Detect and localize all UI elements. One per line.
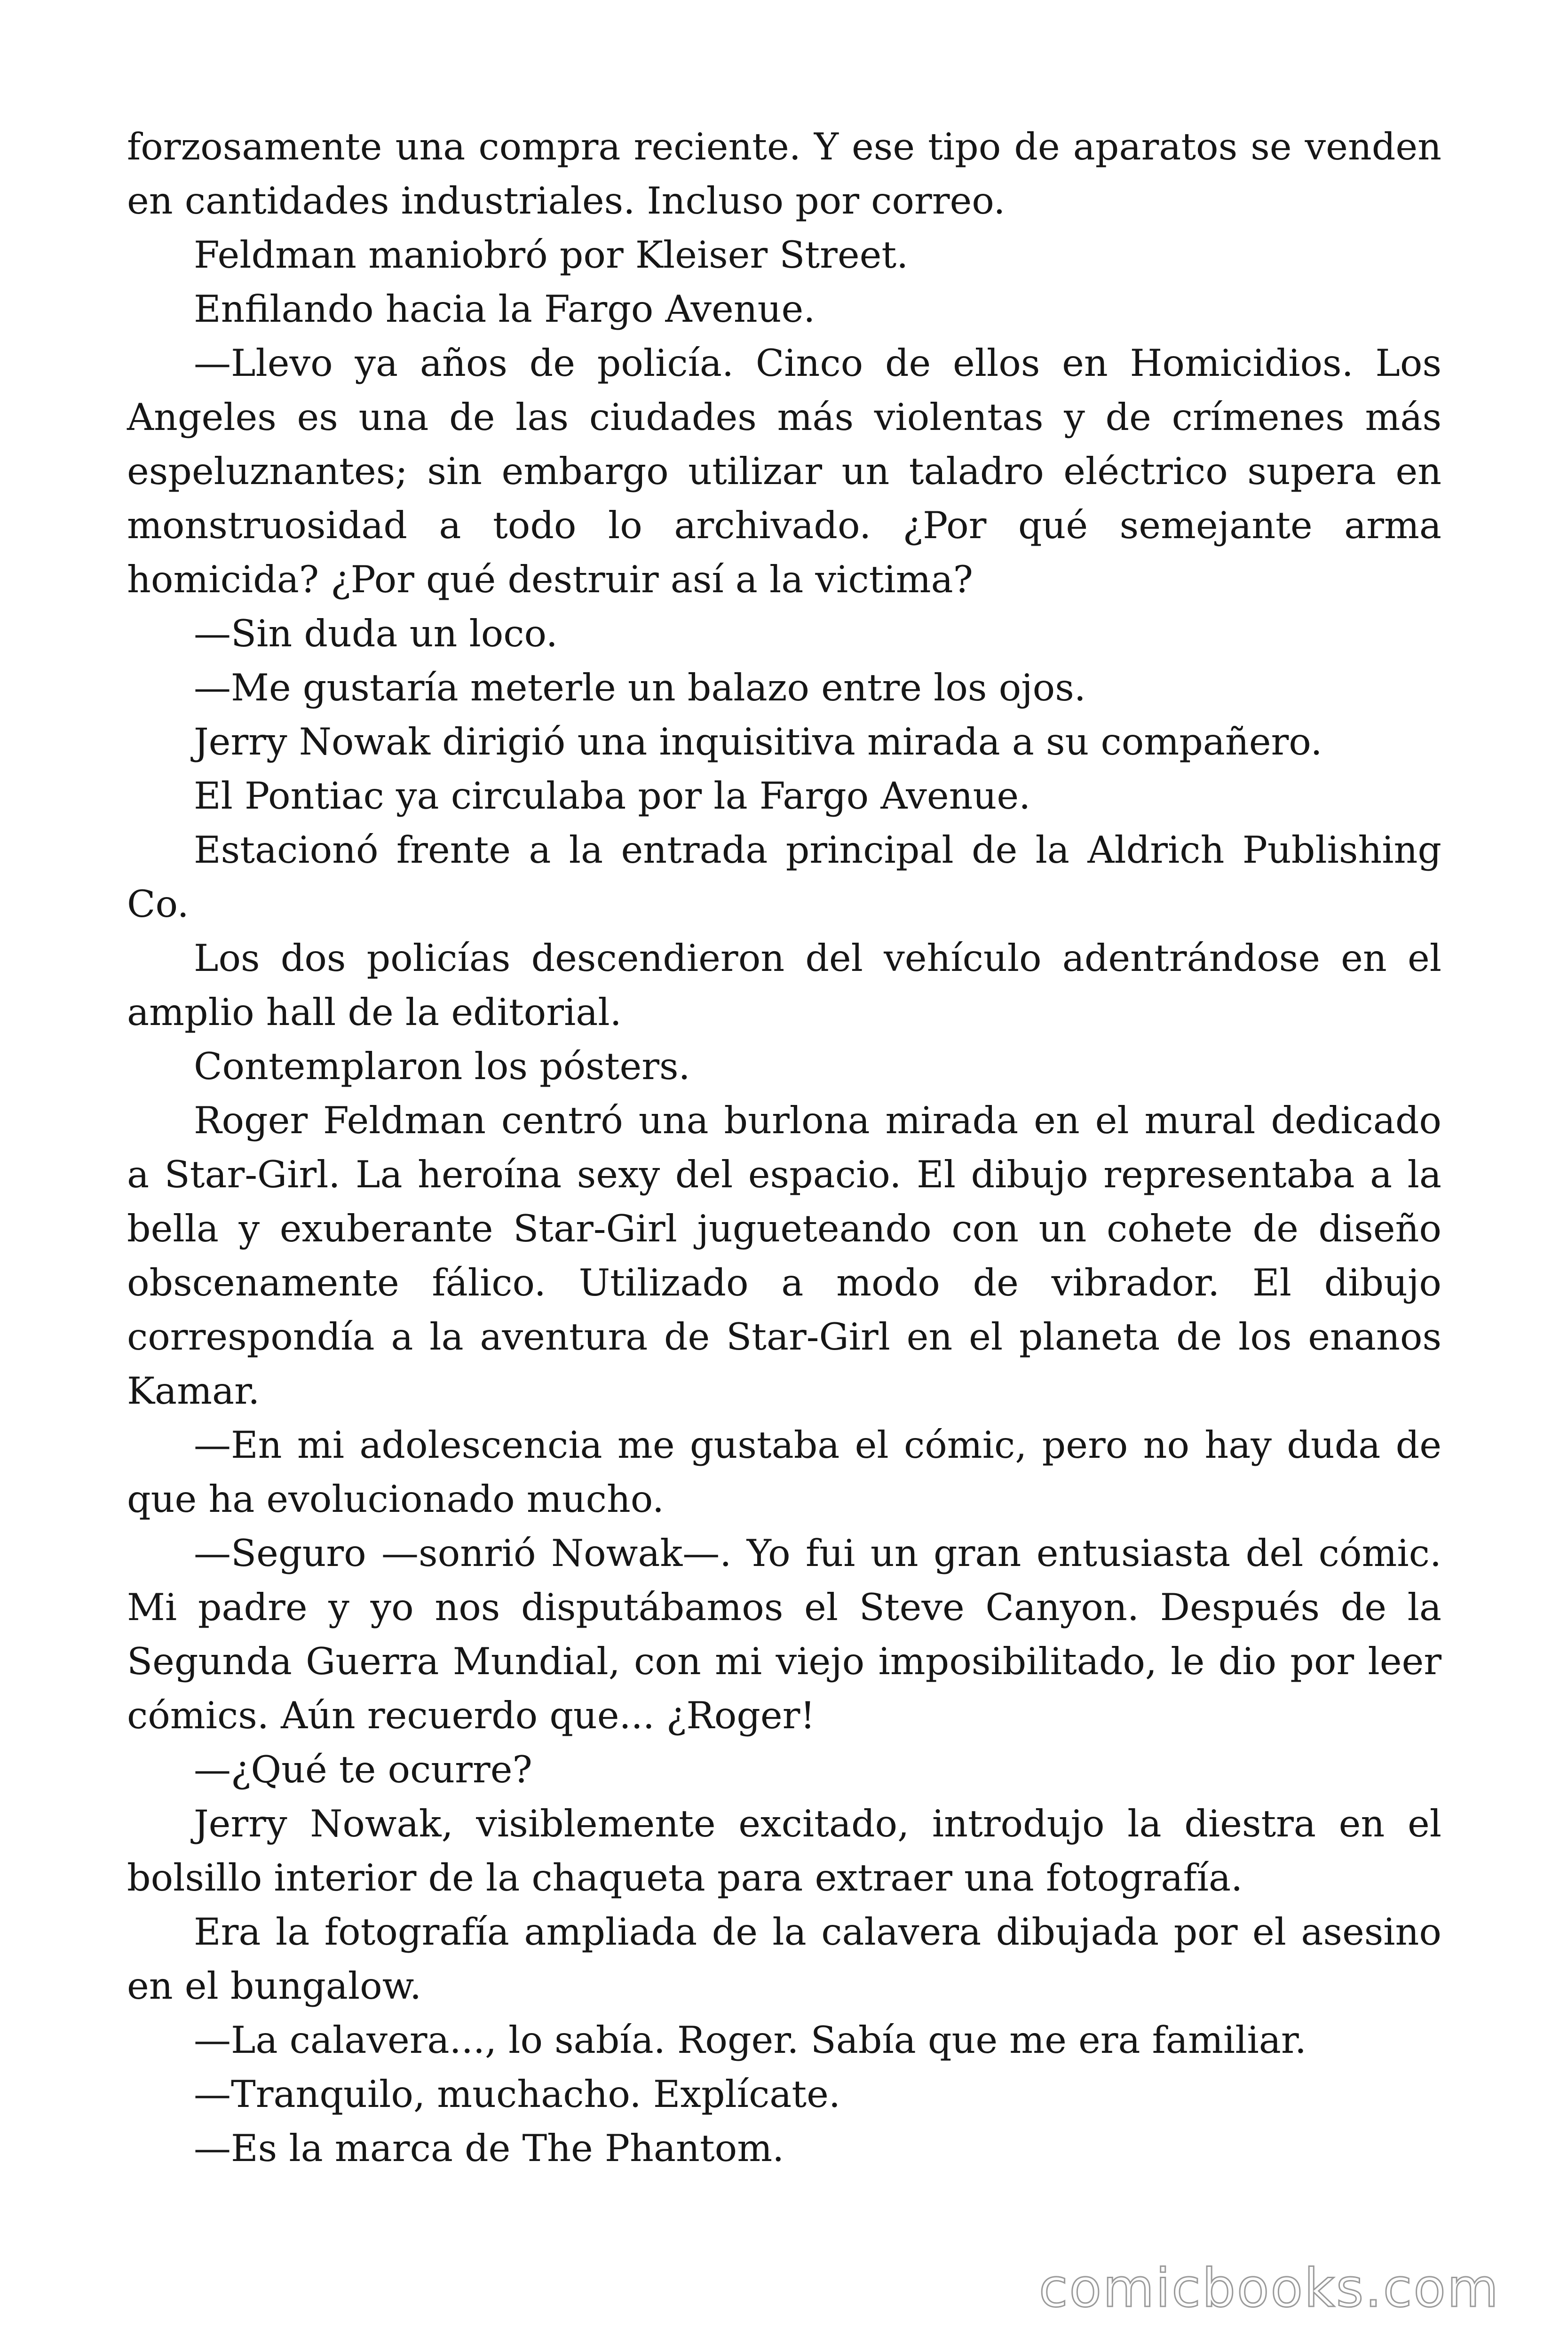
paragraph: Feldman maniobró por Kleiser Street.	[194, 233, 909, 277]
book-page-text	[127, 120, 1441, 2176]
paragraph: Los dos policías descendieron del vehículo adentrándose en el amplio hall de la editorial.	[127, 937, 1441, 1034]
paragraph: —Me gustaría meterle un balazo entre los ojos.	[194, 666, 1086, 709]
paragraph: Jerry Nowak dirigió una inquisitiva mirada a su compañero.	[194, 720, 1323, 763]
paragraph: El Pontiac ya circulaba por la Fargo Avenue.	[194, 774, 1031, 818]
paragraph: —En mi adolescencia me gustaba el cómic, pero no hay duda de que ha evolucionado mucho.	[127, 1423, 1441, 1521]
paragraph: Era la fotografía ampliada de la calavera dibujada por el asesino en el bungalow.	[127, 1910, 1441, 2008]
paragraph: Jerry Nowak, visiblemente excitado, introdujo la diestra en el bolsillo interior de la chaqueta para extraer una fotografía.	[127, 1802, 1441, 1899]
paragraph: Contemplaron los pósters.	[194, 1045, 690, 1088]
paragraph: —Seguro —sonrió Nowak—. Yo fui un gran entusiasta del cómic. Mi padre y yo nos disputábamos el Steve Canyon. Después de la Segunda Guerra Mundial, con mi viejo imposibilitado, le dio por leer cómics. Aún recuerdo que... ¿Roger!	[127, 1532, 1441, 1737]
paragraph: —Sin duda un loco.	[194, 612, 558, 655]
paragraph: forzosamente una compra reciente. Y ese tipo de aparatos se venden en cantidades industriales. Incluso por correo.	[127, 125, 1441, 222]
paragraph: Roger Feldman centró una burlona mirada en el mural dedicado a Star-Girl. La heroína sexy del espacio. El dibujo representaba a la bella y exuberante Star-Girl jugueteando con un cohete de diseño obscenamente fálico. Utilizado a modo de vibrador. El dibujo correspondía a la aventura de Star-Girl en el planeta de los enanos Kamar.	[127, 1099, 1441, 1413]
paragraph: —La calavera..., lo sabía. Roger. Sabía que me era familiar.	[194, 2018, 1307, 2062]
paragraph: —Tranquilo, muchacho. Explícate.	[194, 2073, 841, 2116]
paragraph: —Llevo ya años de policía. Cinco de ellos en Homicidios. Los Angeles es una de las ciudades más violentas y de crímenes más espeluznantes; sin embargo utilizar un taladro eléctrico supera en monstruosidad a todo lo archivado. ¿Por qué semejante arma homicida? ¿Por qué destruir así a la victima?	[127, 342, 1441, 601]
watermark: comicbooks.com	[1038, 2258, 1500, 2319]
paragraph: Estacionó frente a la entrada principal de la Aldrich Publishing Co.	[127, 828, 1441, 926]
paragraph: —¿Qué te ocurre?	[194, 1748, 532, 1791]
paragraph: Enfilando hacia la Fargo Avenue.	[194, 287, 816, 331]
paragraph: —Es la marca de The Phantom.	[194, 2127, 784, 2170]
